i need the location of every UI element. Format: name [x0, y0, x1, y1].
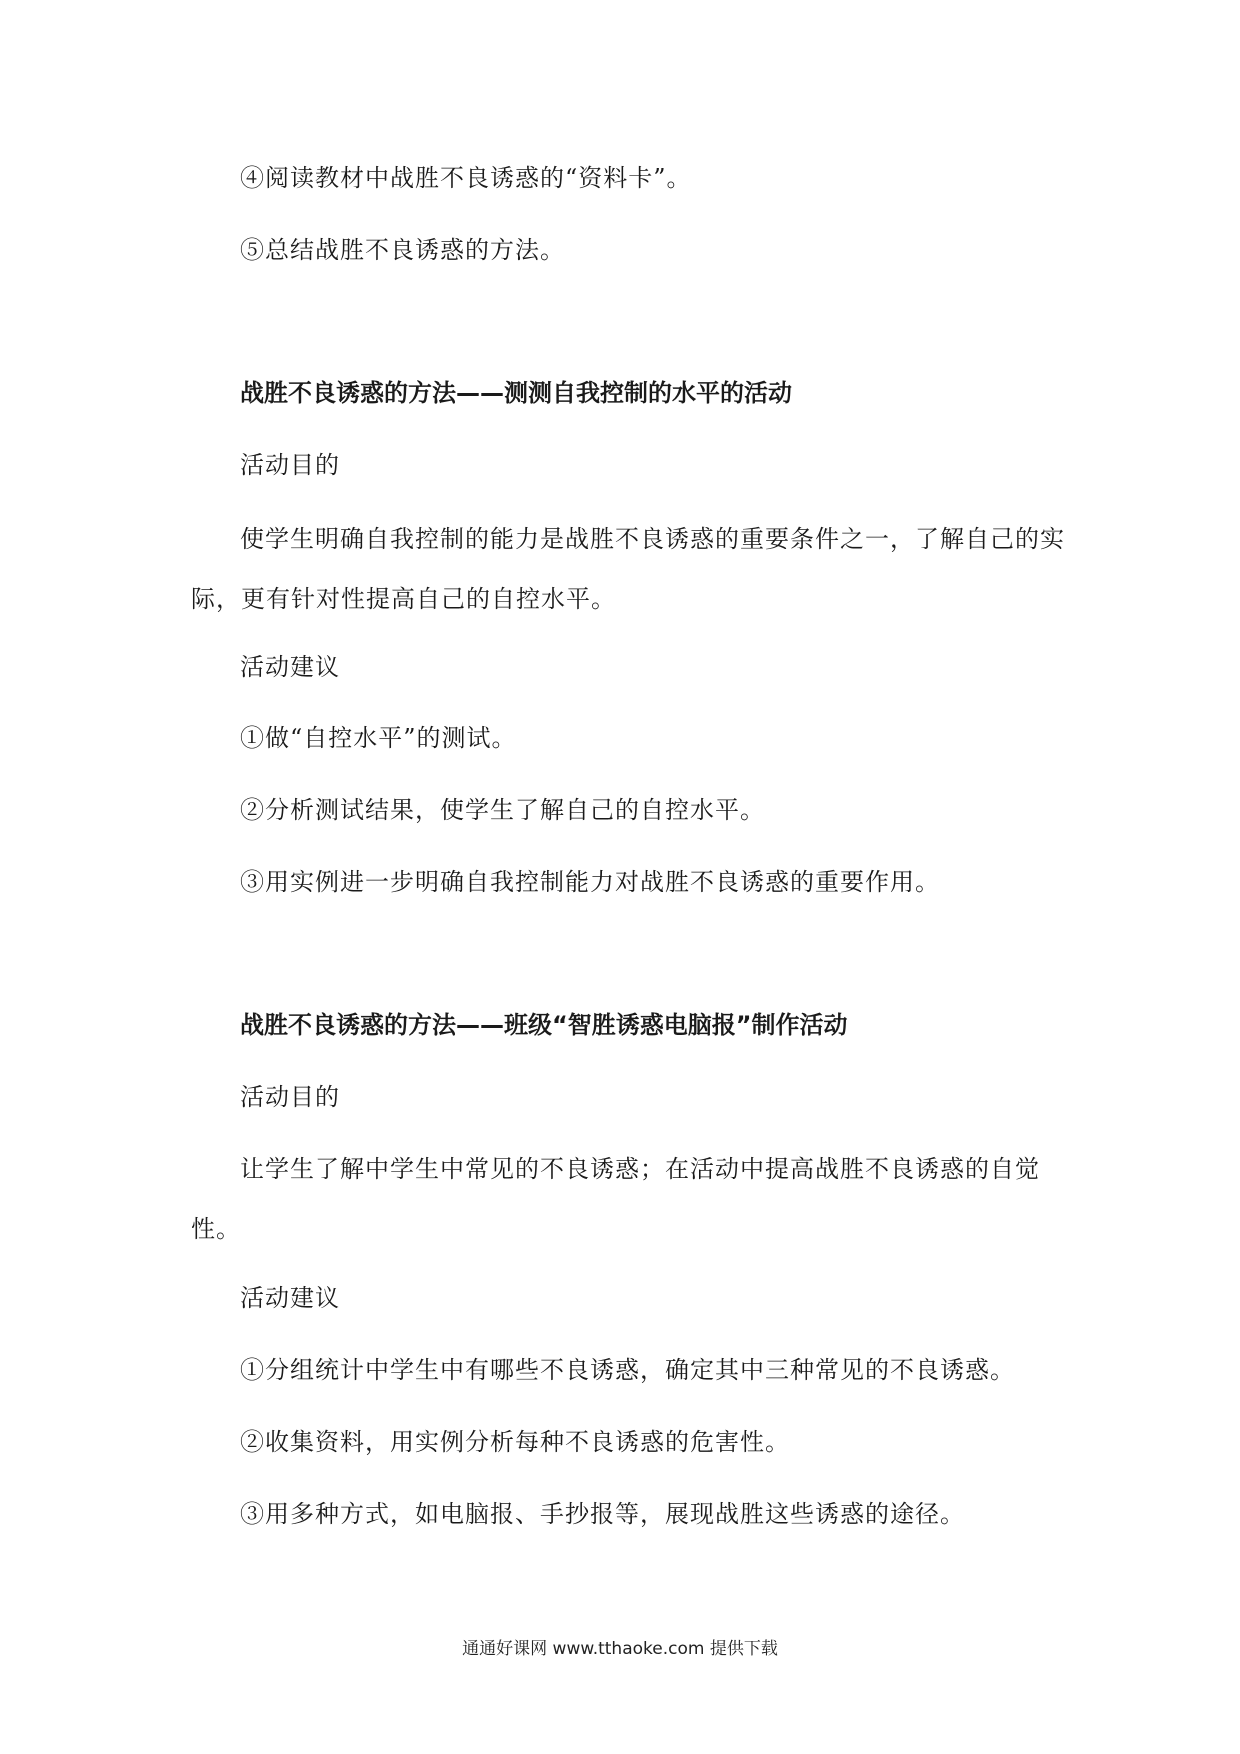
section2-purpose-label: 活动目的	[240, 1083, 340, 1111]
prev-item-4: ④阅读教材中战胜不良诱惑的“资料卡”。	[240, 164, 692, 192]
section2-suggestion-label: 活动建议	[240, 1284, 340, 1312]
section2-suggestion-1: ①分组统计中学生中有哪些不良诱惑，确定其中三种常见的不良诱惑。	[240, 1356, 1015, 1384]
section2-purpose-line-1: 让学生了解中学生中常见的不良诱惑；在活动中提高战胜不良诱惑的自觉	[240, 1155, 1040, 1183]
section1-suggestion-label: 活动建议	[240, 653, 340, 681]
prev-item-5: ⑤总结战胜不良诱惑的方法。	[240, 236, 565, 264]
section1-heading: 战胜不良诱惑的方法——测测自我控制的水平的活动	[240, 379, 792, 407]
section2-suggestion-3: ③用多种方式，如电脑报、手抄报等，展现战胜这些诱惑的途径。	[240, 1500, 965, 1528]
section1-suggestion-3: ③用实例进一步明确自我控制能力对战胜不良诱惑的重要作用。	[240, 868, 940, 896]
section1-purpose-line-2: 际，更有针对性提高自己的自控水平。	[191, 585, 616, 613]
section2-heading: 战胜不良诱惑的方法——班级“智胜诱惑电脑报”制作活动	[240, 1011, 848, 1039]
page-footer: 通通好课网 www.tthaoke.com 提供下载	[462, 1639, 778, 1659]
section1-purpose-label: 活动目的	[240, 451, 340, 479]
section1-suggestion-1: ①做“自控水平”的测试。	[240, 724, 517, 752]
section2-purpose-line-2: 性。	[191, 1215, 241, 1243]
section2-suggestion-2: ②收集资料，用实例分析每种不良诱惑的危害性。	[240, 1428, 790, 1456]
section1-suggestion-2: ②分析测试结果，使学生了解自己的自控水平。	[240, 796, 765, 824]
section1-purpose-line-1: 使学生明确自我控制的能力是战胜不良诱惑的重要条件之一，了解自己的实	[240, 525, 1065, 553]
